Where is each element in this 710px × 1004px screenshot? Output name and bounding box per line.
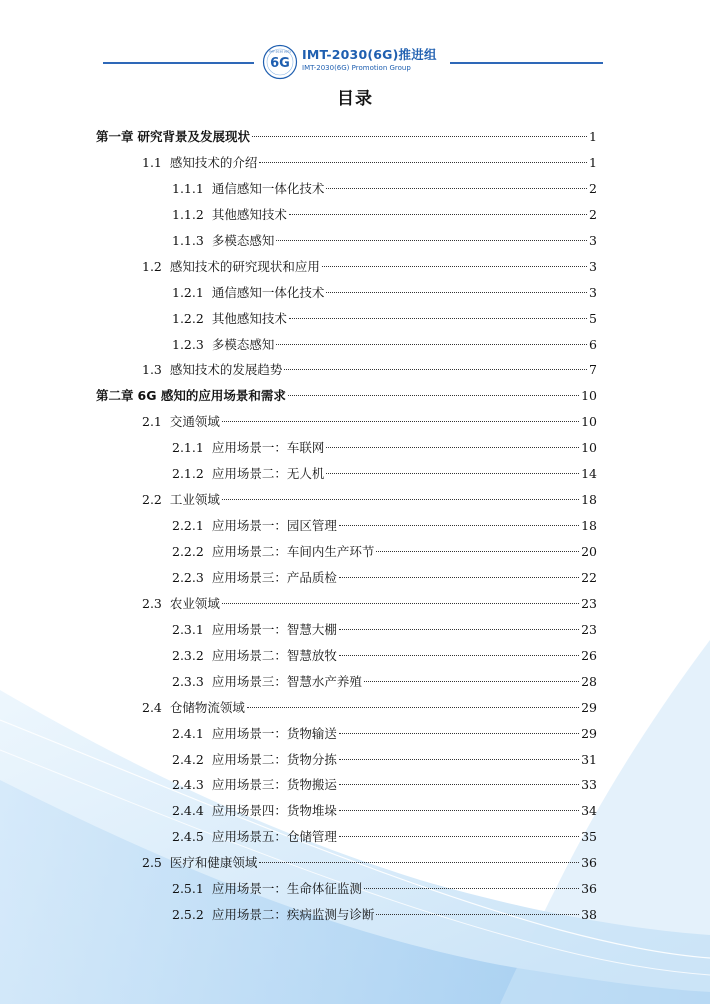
toc-subsection-entry[interactable] [96,202,597,228]
toc-entry-number: 1.1.3 [172,232,204,248]
toc-section-entry[interactable] [96,254,597,280]
toc-entry-title [172,332,274,358]
toc-entry-number: 第一章 [96,129,134,144]
brand-subtitle: IMT-2030(6G) Promotion Group [302,64,411,72]
toc-subsection-entry[interactable] [96,228,597,254]
toc-page-number: 14 [581,466,597,482]
toc-subsection-entry[interactable] [96,461,597,487]
toc-entry-label: 多模态感知 [211,336,275,352]
toc-entry-number: 2.5.1 [172,881,204,897]
toc-entry-number: 1.1.2 [172,206,204,222]
toc-leader-dots [339,836,579,837]
toc-entry-label: 应用场景二：疾病监测与诊断 [211,907,375,923]
toc-entry-title [142,591,220,617]
toc-subsection-entry[interactable] [96,539,597,565]
toc-entry-number: 第二章 [96,388,134,404]
toc-entry-label: 应用场景五：仓储管理 [211,829,337,845]
toc-entry-title [172,747,337,773]
toc-entry-number: 2.3.2 [172,647,204,663]
toc-entry-label: 应用场景三：货物搬运 [211,777,337,793]
toc-subsection-entry[interactable] [96,798,597,824]
toc-section-entry[interactable] [96,591,597,617]
page-header [0,40,710,84]
header-divider-left [103,62,254,64]
toc-entry-label: 应用场景三：产品质检 [211,569,337,585]
toc-entry-label: 其他感知技术 [211,310,287,326]
toc-section-entry[interactable] [96,695,597,721]
toc-entry-number: 1.2.3 [172,336,204,352]
toc-page-number: 7 [589,362,597,378]
toc-leader-dots [364,681,579,682]
toc-leader-dots [339,810,579,811]
toc-entry-label: 多模态感知 [211,232,275,248]
toc-entry-number: 2.1 [142,414,162,430]
toc-page-number: 3 [589,284,597,300]
toc-entry-number: 2.3.1 [172,621,204,637]
toc-subsection-entry[interactable] [96,721,597,747]
toc-page-number: 33 [581,777,597,793]
toc-leader-dots [339,525,579,526]
toc-page-number: 36 [581,881,597,897]
toc-leader-dots [247,707,579,708]
brand-main-title: IMT-2030(6G)推进组 [302,47,437,62]
toc-entry-label: 应用场景一：车联网 [211,440,325,456]
toc-subsection-entry[interactable] [96,902,597,928]
toc-entry-label: 其他感知技术 [211,206,287,222]
toc-entry-title [172,461,324,487]
toc-leader-dots [259,862,579,863]
toc-subsection-entry[interactable] [96,176,597,202]
toc-entry-number: 2.4.2 [172,751,204,767]
toc-page-number: 3 [589,232,597,248]
toc-leader-dots [339,577,579,578]
toc-entry-title [142,850,257,876]
toc-page-number: 35 [581,829,597,845]
toc-entry-number: 2.5.2 [172,907,204,923]
toc-entry-label: 感知技术的研究现状和应用 [169,258,320,274]
6g-logo-icon [262,44,298,80]
toc-subsection-entry[interactable] [96,747,597,773]
toc-page-number: 23 [581,595,597,611]
toc-page-number: 1 [589,129,597,144]
toc-entry-number: 2.3.3 [172,673,204,689]
toc-entry-title [172,721,337,747]
toc-section-entry[interactable] [96,150,597,176]
toc-entry-title [96,124,250,150]
toc-entry-label: 感知技术的介绍 [169,154,258,170]
toc-subsection-entry[interactable] [96,332,597,358]
toc-section-entry[interactable] [96,357,597,383]
toc-leader-dots [259,162,587,163]
toc-leader-dots [339,655,579,656]
toc-leader-dots [326,473,579,474]
toc-entry-label: 工业领域 [169,492,220,508]
toc-entry-number: 2.4.5 [172,829,204,845]
toc-entry-label: 通信感知一体化技术 [211,284,325,300]
toc-leader-dots [276,344,587,345]
toc-entry-label: 农业领域 [169,595,220,611]
toc-leader-dots [339,733,579,734]
toc-entry-title [142,357,282,383]
toc-entry-title [172,306,287,332]
toc-entry-title [172,435,324,461]
toc-leader-dots [222,421,579,422]
toc-entry-number: 1.2.2 [172,310,204,326]
toc-entry-number: 2.2 [142,492,162,508]
toc-page-number: 3 [589,258,597,274]
toc-leader-dots [339,759,579,760]
toc-subsection-entry[interactable] [96,513,597,539]
toc-entry-title [172,669,362,695]
toc-leader-dots [222,603,579,604]
toc-page-number: 10 [581,414,597,430]
toc-leader-dots [284,369,587,370]
toc-subsection-entry[interactable] [96,435,597,461]
page-title: 目录 [337,89,373,109]
toc-entry-number: 2.2.3 [172,569,204,585]
logo-mark-text: 6G [270,56,290,71]
toc-page-number: 26 [581,647,597,663]
toc-entry-title [172,772,337,798]
toc-page-number: 38 [581,907,597,923]
toc-leader-dots [289,214,587,215]
toc-page-number: 23 [581,621,597,637]
toc-entry-label: 应用场景三：智慧水产养殖 [211,673,362,689]
toc-entry-number: 1.2 [142,258,162,274]
toc-entry-label: 交通领域 [169,414,220,430]
toc-subsection-entry[interactable] [96,876,597,902]
toc-subsection-entry[interactable] [96,565,597,591]
toc-entry-number: 2.1.1 [172,440,204,456]
toc-chapter-entry[interactable] [96,383,597,409]
toc-entry-title [142,409,220,435]
toc-page-number: 6 [589,336,597,352]
toc-page-number: 10 [581,388,597,404]
toc-page-number: 29 [581,725,597,741]
toc-subsection-entry[interactable] [96,280,597,306]
toc-entry-title [172,876,362,902]
toc-entry-title [142,695,245,721]
toc-entry-number: 2.4.3 [172,777,204,793]
logo-ring-text: IMT-2030 (6G) [269,49,291,54]
toc-entry-label: 应用场景二：智慧放牧 [211,647,337,663]
toc-page-number: 18 [581,492,597,508]
toc-entry-label: 应用场景一：园区管理 [211,518,337,534]
toc-subsection-entry[interactable] [96,617,597,643]
toc-leader-dots [288,395,579,396]
toc-entry-title [142,487,220,513]
header-divider-right [450,62,603,64]
toc-entry-title [172,280,324,306]
toc-entry-label: 感知技术的发展趋势 [169,362,283,378]
toc-entry-label: 应用场景二：货物分拣 [211,751,337,767]
toc-entry-title [172,228,274,254]
toc-entry-title [142,254,320,280]
toc-leader-dots [376,551,579,552]
toc-leader-dots [222,499,579,500]
toc-entry-label: 通信感知一体化技术 [211,180,325,196]
toc-entry-label: 仓储物流领域 [169,699,245,715]
toc-leader-dots [252,136,587,137]
toc-subsection-entry[interactable] [96,824,597,850]
toc-page-number: 22 [581,569,597,585]
toc-section-entry[interactable] [96,850,597,876]
toc-page-number: 28 [581,673,597,689]
toc-page-number: 34 [581,803,597,819]
toc-leader-dots [339,629,579,630]
toc-entry-title [172,176,324,202]
toc-entry-number: 2.3 [142,595,162,611]
toc-entry-number: 1.3 [142,362,162,378]
toc-entry-title [172,539,374,565]
toc-entry-label: 研究背景及发展现状 [137,129,251,144]
toc-entry-number: 2.4.4 [172,803,204,819]
toc-leader-dots [364,888,579,889]
toc-page-number: 5 [589,310,597,326]
toc-entry-title [172,513,337,539]
toc-subsection-entry[interactable] [96,669,597,695]
toc-entry-label: 应用场景一：货物输送 [211,725,337,741]
toc-entry-title [172,824,337,850]
toc-leader-dots [326,447,579,448]
toc-entry-number: 2.1.2 [172,466,204,482]
toc-entry-number: 1.1 [142,154,162,170]
toc-section-entry[interactable] [96,409,597,435]
toc-leader-dots [276,240,587,241]
toc-page-number: 2 [589,206,597,222]
toc-page-number: 20 [581,544,597,559]
toc-leader-dots [339,784,579,785]
toc-entry-number: 2.4 [142,699,162,715]
toc-page-number: 18 [581,518,597,534]
toc-entry-number: 2.5 [142,855,162,871]
toc-subsection-entry[interactable] [96,306,597,332]
toc-entry-title [172,202,287,228]
toc-leader-dots [376,914,579,915]
brand-block [302,47,437,73]
toc-subsection-entry[interactable] [96,772,597,798]
toc-leader-dots [326,292,587,293]
toc-page-number: 2 [589,180,597,196]
toc-entry-number: 2.4.1 [172,725,204,741]
toc-entry-label: 应用场景二：车间内生产环节 [211,544,375,559]
toc-leader-dots [289,318,587,319]
toc-chapter-entry[interactable] [96,124,597,150]
toc-entry-number: 2.2.1 [172,518,204,534]
toc-section-entry[interactable] [96,487,597,513]
table-of-contents [96,124,597,928]
toc-entry-label: 应用场景一：生命体征监测 [211,881,362,897]
toc-leader-dots [326,188,587,189]
toc-entry-label: 医疗和健康领域 [169,855,258,871]
toc-entry-title [96,383,286,409]
toc-subsection-entry[interactable] [96,643,597,669]
toc-entry-title [172,798,337,824]
toc-entry-title [142,150,257,176]
toc-entry-label: 应用场景四：货物堆垛 [211,803,337,819]
toc-entry-title [172,902,374,928]
toc-entry-label: 6G 感知的应用场景和需求 [137,388,286,404]
toc-page-number: 36 [581,855,597,871]
toc-entry-label: 应用场景一：智慧大棚 [211,621,337,637]
toc-entry-number: 1.1.1 [172,180,204,196]
toc-entry-number: 2.2.2 [172,544,204,559]
toc-entry-title [172,617,337,643]
toc-entry-title [172,643,337,669]
toc-entry-label: 应用场景二：无人机 [211,466,325,482]
toc-page-number: 1 [589,154,597,170]
toc-entry-title [172,565,337,591]
toc-page-number: 10 [581,440,597,456]
toc-page-number: 31 [581,751,597,767]
toc-page-number: 29 [581,699,597,715]
toc-entry-number: 1.2.1 [172,284,204,300]
toc-leader-dots [322,266,587,267]
